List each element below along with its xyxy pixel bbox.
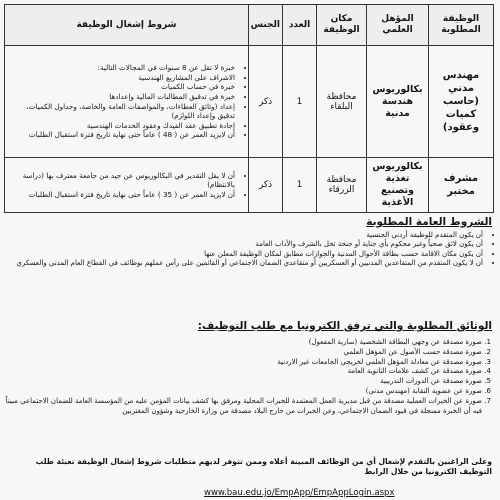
table-row — [5, 46, 494, 158]
condition-item: • إعداد (وثائق العطاءات، والمواصفات العامة والخاصة، وجداول الكميات، تدقيق وإعداد اللوازم) — [7, 102, 235, 121]
list-item: 2. صورة مصدقة حسب الأصول عن المؤهل العلمي — [4, 348, 482, 358]
list-item: • أن يكون مكان الاقامة حسب بطاقة الأحوال المدنية والجوازات مطابق لمكان الوظيفة المعلن عنها — [0, 250, 483, 259]
condition-item: • إجادة تطبيق عقد الفيدك وعقود الخدمات الهندسية — [7, 121, 235, 131]
list-item: 7. صورة عن الخبرات العملية مصدقة من قبل مديرية العمل المعتمدة للخبرات المحلية ومرفق بها كشف بيانات المؤمن عليه من المؤسسة العامة للضمان الاجتماعي مبيناً فيه أن الخبرة مسجلة في قيود الضمان الاجتماعي، وعن الخبرات من خارج البلاد مصدقة من وزارة الخارجية وشؤون المغتربين — [4, 397, 482, 417]
header-conditions: شروط إشغال الوظيفة — [5, 5, 249, 46]
job-gender: ذكر — [249, 46, 283, 158]
job-count: 1 — [283, 158, 317, 213]
list-item: 5. صورة مصدقة عن الدورات التدريبية — [4, 377, 482, 387]
header-place: مكان الوظيفة — [317, 5, 367, 46]
job-qualification: بكالوريوس تغذية وتصنيع الأغذية — [367, 158, 429, 213]
required-documents-list — [4, 338, 494, 416]
list-item: • أن يكون لائق صحياً وغير محكوم بأي جناية أو جنحة تخل بالشرف والأداب العامة — [0, 240, 483, 249]
job-conditions — [5, 46, 249, 158]
condition-item: • خبرة لا تقل عن 8 سنوات في المجالات التالية: — [7, 63, 235, 73]
list-item: • أن يكون المتقدم للوظيفة أردني الجنسية — [0, 231, 483, 240]
condition-item: • أن لايزيد العمر عن ( 35 ) عاماً حتى نهاية تاريخ فترة استقبال الطلبات — [7, 190, 235, 200]
condition-item: • الاشراف على المشاريع الهندسية — [7, 73, 235, 83]
job-qualification: بكالوريوس هندسة مدنية — [367, 46, 429, 158]
condition-item: • خبرة في تدقيق المطالبات المالية وإعدادها — [7, 92, 235, 102]
general-conditions-heading: الشروط العامة المطلوبة — [366, 216, 492, 228]
job-place: محافظة البلقاء — [317, 46, 367, 158]
job-title: مشرف مختبر — [429, 158, 494, 213]
list-item: 6. صورة عن عضوية النقابة (مهندس مدني) — [4, 387, 482, 397]
condition-item: • أن لا يقل التقدير في البكالوريوس عن جيد من جامعة معترف بها (دراسة بالانتظام) — [7, 171, 235, 190]
list-item: 1. صورة مصدقة عن وجهي البطاقة الشخصية (سارية المفعول) — [4, 338, 482, 348]
list-item: • أن لا يكون المتقدم من المتقاعدين المدنيين أو العسكريين أو متقاعدي الضمان الاجتماعي أو القائمين على رأس عملهم بوظائف في القطاع العام المدني والعسكري — [0, 259, 483, 268]
job-title: مهندس مدني (حاسب كميات وعقود) — [429, 46, 494, 158]
header-gender: الجنس — [249, 5, 283, 46]
condition-item: • أن لايزيد العمر عن ( 48 ) عاماً حتى نهاية تاريخ فترة استقبال الطلبات — [7, 130, 235, 140]
list-item: 4. صورة مصدقة عن كشف علامات الثانوية العامة — [4, 367, 482, 377]
table-header-row — [5, 5, 494, 46]
table-row — [5, 158, 494, 213]
job-count: 1 — [283, 46, 317, 158]
list-item: 3. صورة مصدقة عن معادلة المؤهل العلمي لخريجي الجامعات غير الاردنية — [4, 358, 482, 368]
general-conditions-list — [0, 231, 494, 269]
job-gender: ذكر — [249, 158, 283, 213]
application-notice: وعلى الراغبين بالتقدم لإشغال أي من الوظائف المبينة أعلاه وممن تتوفر لديهم متطلبات شروط إشغال الوظيفة تعبئة طلب التوظيف الكترونيا من خلال الرابط — [35, 457, 492, 477]
job-place: محافظة الزرقاء — [317, 158, 367, 213]
application-link[interactable]: www.bau.edu.jo/EmpApp/EmpAppLogin.aspx — [204, 488, 395, 498]
job-conditions — [5, 158, 249, 213]
header-count: العدد — [283, 5, 317, 46]
header-qualification: المؤهل العلمي — [367, 5, 429, 46]
condition-item: • خبرة في حساب الكميات — [7, 82, 235, 92]
required-documents-heading: الوثائق المطلوبة والتي ترفق الكترونيا مع طلب التوظيف: — [197, 320, 492, 332]
jobs-table — [4, 4, 494, 213]
header-job-title: الوظيفة المطلوبة — [429, 5, 494, 46]
